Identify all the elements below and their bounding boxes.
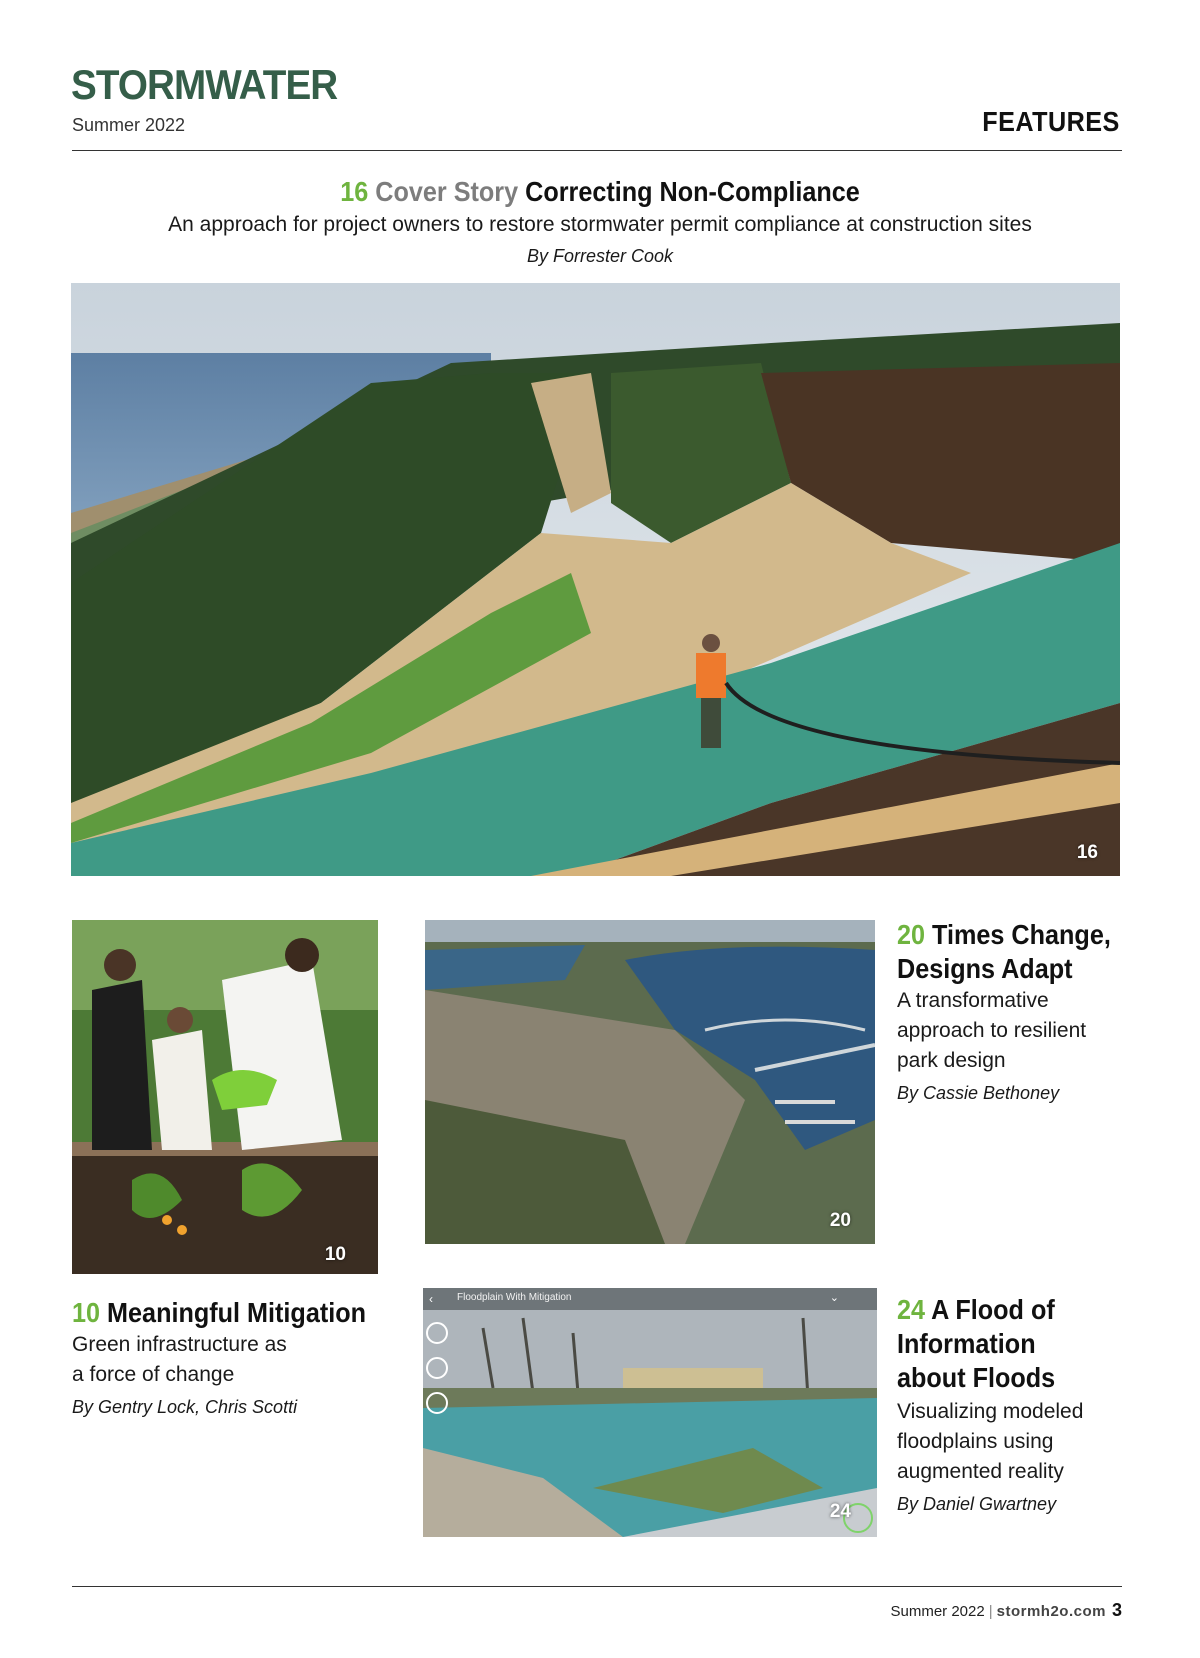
augmented-reality-flood-image [423,1288,877,1537]
times-change-page: 20 [897,919,926,950]
flood-info-headline[interactable] [897,1293,1055,1395]
header-rule [72,150,1122,151]
ar-app-bar-label: Floodplain With Mitigation [457,1292,572,1303]
times-change-title-line1: Times Change, [932,919,1111,950]
times-change-title-line2: Designs Adapt [897,953,1073,984]
footer-issue: Summer 2022 [890,1603,985,1620]
dropdown-chevron-icon[interactable]: ⌄ [829,1292,839,1304]
mitigation-photo[interactable] [72,920,378,1274]
cover-story-dek: An approach for project owners to restore stormwater permit compliance at construction sites [168,213,1032,236]
cover-story-headline[interactable] [60,176,1140,208]
footer [891,1600,1123,1621]
aerial-photo-page-badge: 20 [829,1210,851,1231]
magazine-logo: STORMWATER [71,61,338,108]
mitigation-photo-page-badge: 10 [324,1244,346,1265]
times-change-headline[interactable] [897,918,1111,986]
back-arrow-icon[interactable]: ‹ [429,1292,433,1306]
mitigation-dek [72,1330,287,1390]
mitigation-dek-line: a force of change [72,1363,235,1386]
cover-story-title: Correcting Non-Compliance [525,176,860,207]
mitigation-byline: By Gentry Lock, Chris Scotti [72,1397,298,1417]
section-title: FEATURES [982,106,1120,137]
times-change-dek-line: approach to resilient [897,1019,1087,1042]
flood-info-dek [897,1397,1083,1487]
flood-photo-page-badge: 24 [829,1501,851,1522]
flood-info-page: 24 [897,1294,926,1325]
cover-story-page: 16 [340,176,369,207]
flood-info-dek-line: Visualizing modeled [897,1400,1084,1423]
garden-planting-image [72,920,378,1274]
flood-info-dek-line: augmented reality [897,1460,1064,1483]
mitigation-page: 10 [72,1297,101,1328]
flood-info-title-line1: A Flood of [931,1294,1055,1325]
cover-story-kicker: Cover Story [375,176,519,207]
page-number: 3 [1111,1600,1122,1620]
times-change-dek-line: A transformative [897,989,1049,1012]
flood-info-byline: By Daniel Gwartney [897,1494,1057,1514]
cover-photo-page-badge: 16 [1076,842,1098,863]
cover-story-byline: By Forrester Cook [526,246,674,266]
mitigation-headline[interactable] [72,1296,366,1330]
footer-separator: | [988,1603,993,1620]
flood-ar-photo[interactable] [423,1288,877,1537]
times-change-dek-line: park design [897,1049,1006,1072]
flood-info-title-line3: about Floods [897,1362,1056,1393]
times-change-byline: By Cassie Bethoney [897,1083,1060,1103]
footer-site-link[interactable]: stormh2o.com [996,1603,1106,1620]
issue-date: Summer 2022 [72,115,186,135]
aerial-city-photo[interactable] [425,920,875,1244]
times-change-dek [897,986,1086,1076]
cover-story-photo[interactable] [71,283,1120,876]
footer-rule [72,1586,1122,1587]
hillside-hydroseed-image [71,283,1120,876]
flood-info-title-line2: Information [897,1328,1036,1359]
mitigation-dek-line: Green infrastructure as [72,1333,287,1356]
aerial-waterfront-image [425,920,875,1244]
flood-info-dek-line: floodplains using [897,1430,1054,1453]
mitigation-title: Meaningful Mitigation [107,1297,367,1328]
